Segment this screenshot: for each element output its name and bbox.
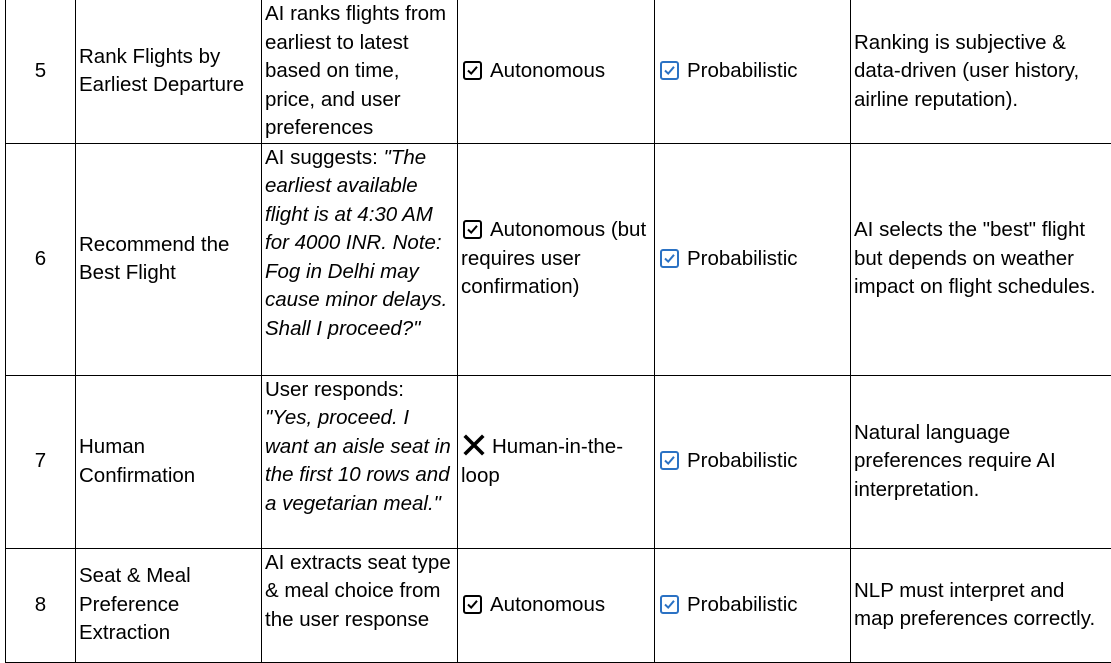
blue-checkbox-icon [660, 249, 679, 268]
description-plain: AI ranks flights from earliest to latest based on time, price, and user preferences [265, 2, 446, 139]
workflow-table [5, 0, 1111, 663]
autonomy-label: Autonomous [490, 218, 605, 241]
task-name: Rank Flights by Earliest Departure [76, 0, 262, 143]
autonomy-cell [458, 0, 655, 143]
description-plain: AI suggests: [265, 146, 384, 169]
description-plain: AI extracts seat type & meal choice from the user response [265, 551, 451, 631]
table-row [6, 143, 1111, 375]
blue-checkbox-icon [660, 451, 679, 470]
description-plain: User responds: [265, 378, 404, 401]
checkbox-icon [463, 220, 482, 239]
nature-cell [655, 548, 851, 662]
autonomy-cell [458, 375, 655, 548]
task-description [262, 0, 458, 143]
blue-checkbox-icon [660, 595, 679, 614]
autonomy-label: Autonomous [490, 59, 605, 82]
notes-cell: Ranking is subjective & data-driven (user history, airline reputation). [851, 0, 1111, 143]
autonomy-note: (but requires user confirmation) [461, 218, 646, 298]
checkbox-icon [463, 61, 482, 80]
notes-cell: Natural language preferences require AI interpretation. [851, 375, 1111, 548]
autonomy-label: Autonomous [490, 593, 605, 616]
task-description [262, 375, 458, 548]
notes-cell: NLP must interpret and map preferences correctly. [851, 548, 1111, 662]
autonomy-cell [458, 548, 655, 662]
nature-cell [655, 0, 851, 143]
task-name: Seat & Meal Preference Extraction [76, 548, 262, 662]
step-number: 6 [6, 143, 76, 375]
nature-cell [655, 375, 851, 548]
step-number: 5 [6, 0, 76, 143]
task-description [262, 143, 458, 375]
blue-checkbox-icon [660, 61, 679, 80]
task-name: Human Confirmation [76, 375, 262, 548]
autonomy-cell [458, 143, 655, 375]
nature-label: Probabilistic [687, 59, 798, 82]
description-quote: "The earliest available flight is at 4:30 AM for 4000 INR. Note: Fog in Delhi may cause minor delays. Shall I proceed?" [265, 146, 447, 340]
step-number: 7 [6, 375, 76, 548]
description-quote: "Yes, proceed. I want an aisle seat in the first 10 rows and a vegetarian meal." [265, 406, 451, 515]
task-name: Recommend the Best Flight [76, 143, 262, 375]
nature-label: Probabilistic [687, 449, 798, 472]
notes-cell: AI selects the "best" flight but depends on weather impact on flight schedules. [851, 143, 1111, 375]
checkbox-icon [463, 595, 482, 614]
autonomy-label: Human-in-the-loop [461, 435, 623, 487]
table-row [6, 0, 1111, 143]
nature-label: Probabilistic [687, 593, 798, 616]
x-mark-icon [463, 434, 485, 456]
step-number: 8 [6, 548, 76, 662]
task-description [262, 548, 458, 662]
table-row [6, 548, 1111, 662]
nature-cell [655, 143, 851, 375]
table-row [6, 375, 1111, 548]
nature-label: Probabilistic [687, 247, 798, 270]
